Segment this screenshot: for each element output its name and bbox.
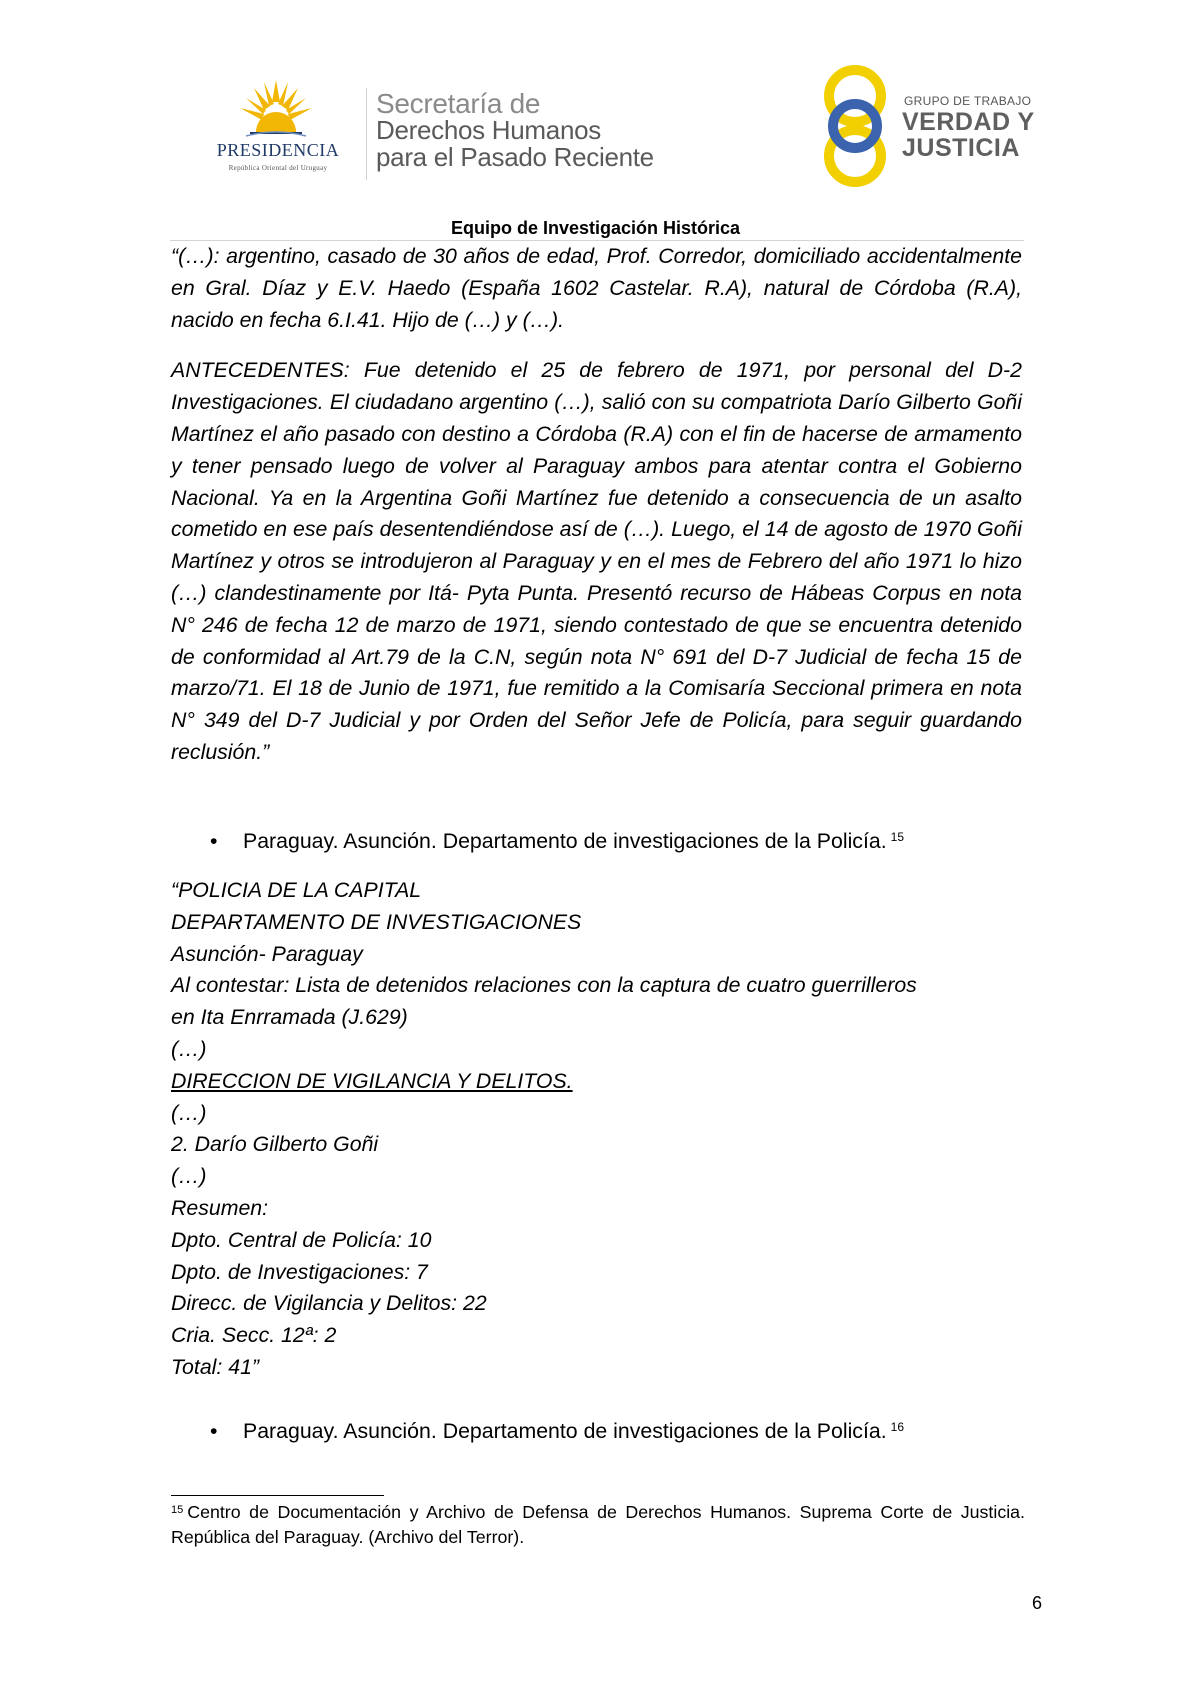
logo-divider — [366, 88, 367, 180]
block-heading-underlined: DIRECCION DE VIGILANCIA Y DELITOS. — [171, 1068, 573, 1093]
secretaria-logo-text — [376, 90, 706, 171]
block-line: Al contestar: Lista de detenidos relaciones con la captura de cuatro guerrilleros — [171, 973, 917, 998]
paragraph-1: “(…): argentino, casado de 30 años de edad, Prof. Corredor, domiciliado accidentalmente en Gral. Díaz y E.V. Haedo (España 1602 Castelar. R.A), natural de Córdoba (R.A), nacido en fecha 6.I.41. Hijo de (…) y (…). — [171, 244, 1022, 332]
bullet-2-label: Paraguay. Asunción. Departamento de investigaciones de la Policía. — [243, 1419, 887, 1443]
grupo-trabajo-label: GRUPO DE TRABAJO — [904, 94, 1032, 108]
footnote-text: Centro de Documentación y Archivo de Defensa de Derechos Humanos. Suprema Corte de Justicia. República del Paraguay. (Archivo del Terror). — [171, 1502, 1025, 1547]
presidencia-name: PRESIDENCIA — [216, 140, 340, 160]
block-line: Dpto. de Investigaciones: 7 — [171, 1259, 428, 1284]
presidencia-logo — [196, 76, 360, 176]
secretaria-line-1: Secretaría de — [376, 88, 541, 119]
block-line: Total: 41” — [171, 1354, 260, 1379]
block-line: Resumen: — [171, 1195, 269, 1220]
main-text — [171, 241, 1022, 769]
block-line: Dpto. Central de Policía: 10 — [171, 1227, 432, 1252]
bullet-icon: • — [210, 829, 218, 853]
verdad-label: VERDAD Y — [902, 108, 1035, 136]
justicia-label: JUSTICIA — [902, 134, 1020, 162]
bullet-text-1 — [243, 826, 904, 858]
page-header — [0, 0, 1191, 220]
secretaria-line-2: Derechos Humanos — [376, 115, 601, 145]
block-line: (…) — [171, 1100, 207, 1125]
block-line: Direcc. de Vigilancia y Delitos: 22 — [171, 1291, 487, 1316]
block-line: Asunción- Paraguay — [171, 941, 363, 966]
page-number: 6 — [1031, 1593, 1042, 1613]
footnote-15 — [171, 1500, 1025, 1549]
block-line: 2. Darío Gilberto Goñi — [171, 1132, 379, 1157]
paragraph-antecedentes: ANTECEDENTES: Fue detenido el 25 de febrero de 1971, por personal del D-2 Investigaciones. El ciudadano argentino (…), salió con su compatriota Darío Gilberto Goñi Martínez el año pasado con destino a Córdoba (R.A) con el fin de hacerse de armamento y tener pensado luego de volver al Paraguay ambos para atentar contra el Gobierno Nacional. Ya en la Argentina Goñi Martínez fue detenido a consecuencia de un asalto cometido en ese país desentendiéndose así de (…). Luego, el 14 de agosto de 1970 Goñi Martínez y otros se introdujeron al Paraguay y en el mes de Febrero del año 1971 lo hizo (…) clandestinamente por Itá- Pyta Punta. Presentó recurso de Hábeas Corpus en nota N° 246 de fecha 12 de marzo de 1971, siendo contestado de que se encuentra detenido de conformidad al Art.79 de la C.N, según nota N° 691 del D-7 Judicial de fecha 15 de marzo/71. El 18 de Junio de 1971, fue remitido a la Comisaría Seccional primera en nota N° 349 del D-7 Judicial y por Orden del Señor Jefe de Policía, para seguir guardando reclusión.” — [171, 358, 1022, 764]
quoted-document-block — [171, 875, 1022, 1384]
footnote-number: 15 — [171, 1504, 184, 1516]
bullet-text-2 — [243, 1416, 904, 1448]
block-line: Cria. Secc. 12ª: 2 — [171, 1323, 337, 1348]
footnote-separator — [171, 1495, 384, 1496]
block-line: en Ita Enrramada (J.629) — [171, 1005, 408, 1030]
interlocked-rings-icon — [810, 62, 900, 190]
block-line: “POLICIA DE LA CAPITAL — [171, 878, 422, 902]
footnote-ref-15[interactable]: 15 — [890, 830, 904, 844]
footnote-ref-16[interactable]: 16 — [890, 1420, 904, 1434]
block-line: DEPARTAMENTO DE INVESTIGACIONES — [171, 909, 582, 934]
grupo-trabajo-logo — [810, 62, 1035, 190]
secretaria-line-3: para el Pasado Reciente — [376, 142, 654, 172]
presidencia-subtitle: República Oriental del Uruguay — [228, 164, 328, 172]
sun-emblem-icon — [236, 76, 316, 142]
team-title: Equipo de Investigación Histórica — [450, 218, 741, 238]
bullet-icon: • — [210, 1419, 218, 1443]
block-line: (…) — [171, 1036, 207, 1061]
block-line: (…) — [171, 1164, 207, 1189]
bullet-1-label: Paraguay. Asunción. Departamento de investigaciones de la Policía. — [243, 829, 887, 853]
